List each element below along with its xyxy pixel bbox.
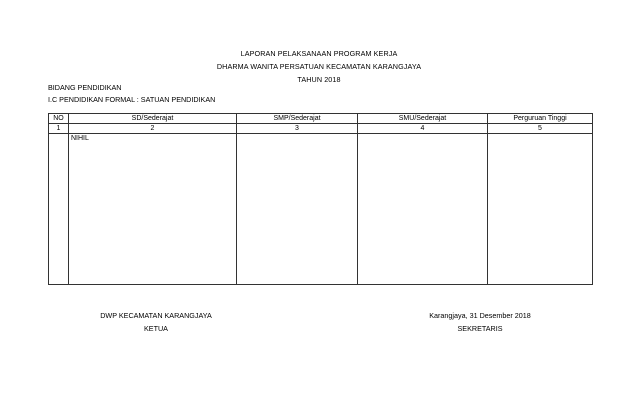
- table-row: [49, 134, 593, 285]
- nihil-note: NIHIL: [71, 135, 89, 142]
- report-year: TAHUN 2018: [297, 75, 341, 84]
- column-header-sd: SD/Sederajat: [69, 114, 237, 124]
- column-header-perguruan-tinggi: Perguruan Tinggi: [488, 114, 593, 124]
- column-number: 4: [358, 124, 488, 134]
- column-number: 1: [49, 124, 69, 134]
- table-number-row: [49, 124, 593, 134]
- column-header-smu: SMU/Sederajat: [358, 114, 488, 124]
- column-header-no: NO: [49, 114, 69, 124]
- column-number: 2: [69, 124, 237, 134]
- column-number: 3: [237, 124, 358, 134]
- signature-block-left: [100, 309, 212, 335]
- organization-name: DHARMA WANITA PERSATUAN KECAMATAN KARANGJAYA: [216, 62, 422, 71]
- table-cell: [237, 134, 358, 285]
- signature-block-right: [420, 309, 540, 335]
- report-title-block: [0, 47, 638, 86]
- field-label: BIDANG PENDIDIKAN: [48, 83, 122, 92]
- table-cell: [69, 134, 237, 285]
- section-heading: [48, 82, 215, 106]
- table-cell: [488, 134, 593, 285]
- table-cell: [49, 134, 69, 285]
- column-header-smp: SMP/Sederajat: [237, 114, 358, 124]
- education-table: [48, 113, 593, 285]
- column-number: 5: [488, 124, 593, 134]
- signature-place-date: Karangjaya, 31 Desember 2018: [429, 311, 531, 320]
- signature-org: DWP KECAMATAN KARANGJAYA: [100, 311, 212, 320]
- signature-role-ketua: KETUA: [144, 324, 168, 333]
- table-cell: [358, 134, 488, 285]
- subfield-label: I.C PENDIDIKAN FORMAL : SATUAN PENDIDIKAN: [48, 95, 216, 104]
- table-header-row: [49, 114, 593, 124]
- report-title: LAPORAN PELAKSANAAN PROGRAM KERJA: [240, 49, 398, 58]
- signature-role-sekretaris: SEKRETARIS: [457, 324, 503, 333]
